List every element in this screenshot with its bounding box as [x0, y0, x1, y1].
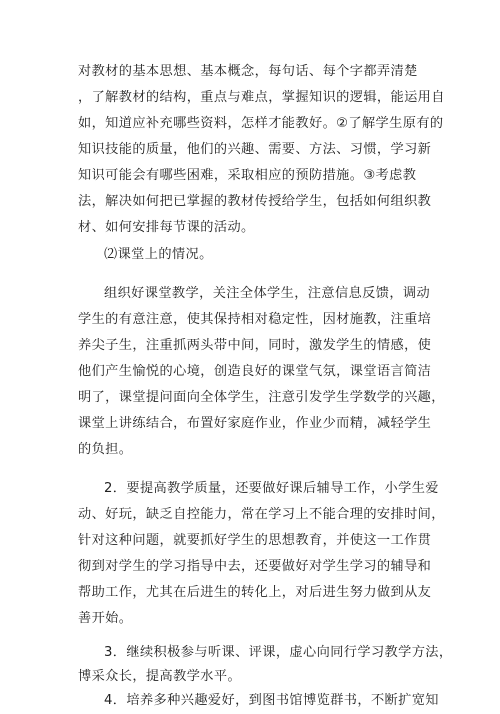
- text-line: 课堂上讲练结合，布置好家庭作业，作业少而精，减轻学生: [78, 416, 432, 431]
- text-line: ，了解教材的结构，重点与难点，掌握知识的逻辑，能运用自: [78, 90, 445, 105]
- text-line: 动、好玩，缺乏自控能力，常在学习上不能合理的安排时间，: [78, 507, 445, 522]
- paragraph-first-line: 2．要提高教学质量，还要做好课后辅导工作，小学生爱: [104, 481, 439, 496]
- section-heading: ⑵课堂上的情况。: [104, 247, 213, 262]
- text-line: 针对这种问题，就要抓好学生的思想教育，并使这一工作贯: [78, 533, 432, 548]
- paragraph-first-line: 3．继续积极参与听课、评课，虚心向同行学习教学方法，: [104, 645, 453, 660]
- text-line: 帮助工作，尤其在后进生的转化上，对后进生努力做到从友: [78, 585, 432, 600]
- text-line: 材、如何安排每节课的活动。: [78, 220, 255, 235]
- text-line: 如，知道应补充哪些资料，怎样才能教好。②了解学生原有的: [78, 116, 444, 131]
- text-line: 知识可能会有哪些困难，采取相应的预防措施。③考虑教: [78, 168, 417, 183]
- paragraph-first-line: 组织好课堂教学，关注全体学生，注意信息反馈，调动: [104, 286, 431, 301]
- text-line: 学生的有意注意，使其保持相对稳定性，因材施教，注重培: [78, 312, 432, 327]
- text-line: 善开始。: [78, 611, 133, 626]
- text-line: 法，解决如何把已掌握的教材传授给学生，包括如何组织教: [78, 194, 432, 209]
- text-line: 养尖子生，注重抓两头带中间，同时，激发学生的情感，使: [78, 338, 432, 353]
- text-line: 对教材的基本思想、基本概念，每句话、每个字都弄清楚: [78, 64, 418, 79]
- text-line: 他们产生愉悦的心境，创造良好的课堂气氛，课堂语言简洁: [78, 364, 432, 379]
- paragraph-first-line: 4．培养多种兴趣爱好，到图书馆博览群书，不断扩宽知: [104, 693, 439, 708]
- text-line: 的负担。: [78, 442, 133, 457]
- text-line: 博采众长，提高教学水平。: [78, 669, 242, 684]
- text-line: 明了，课堂提问面向全体学生，注意引发学生学数学的兴趣，: [78, 390, 445, 405]
- text-line: 知识技能的质量，他们的兴趣、需要、方法、习惯，学习新: [78, 142, 432, 157]
- text-line: 彻到对学生的学习指导中去，还要做好对学生学习的辅导和: [78, 559, 432, 574]
